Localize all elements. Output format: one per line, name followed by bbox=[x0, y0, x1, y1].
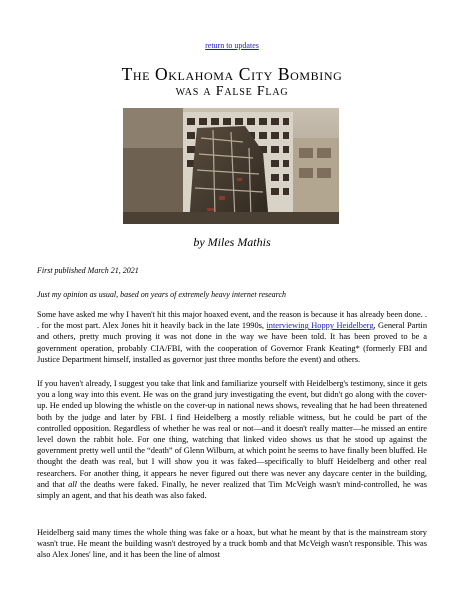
article-title: The Oklahoma City Bombing bbox=[121, 64, 343, 84]
article-paragraph: If you haven't already, I suggest you take that link and familiarize yourself with Heidelberg's testimony, since it gets you a long way into this event. He was on the grand jury investigating the event, but didn't go along with the cover-up. He ended up blowing the whistle on the cover-up in national news shows, revealing that he had been threatened both by the judge and later by FBI. I find Heidelberg a mostly reliable witness, but he could be part of the controlled opposition. Regardless of whether he was real or not—and it doesn't really matter—he missed an entire level down the rabbit hole. For one thing, watching that linked video shows us that he stood up against the government pretty well until the “death” of Glenn Wilburn, at which point he seems to have finally been bluffed. He thought the death was real, but I will show you it was faked—specifically to bluff Heidelberg and other real researchers. For another thing, it appears he never figured out there was never any daycare center in the building, and that all the deaths were faked. Finally, he never realized that Tim McVeigh wasn't mind-controlled, he was simply an agent, and that his death was also faked. bbox=[37, 379, 427, 501]
return-to-updates-link[interactable]: return to updates bbox=[205, 41, 259, 50]
article-subtitle: was a False Flag bbox=[175, 84, 289, 99]
author-byline: by Miles Mathis bbox=[193, 235, 271, 249]
publication-date: First published March 21, 2021 bbox=[37, 266, 139, 275]
article-paragraph: Heidelberg said many times the whole thing was fake or a hoax, but what he meant by that is the mainstream story wasn't true. He meant the building wasn't destroyed by a truck bomb and that McVeigh wasn't responsible. This was also Alex Jones' line, and it has been the line of almost bbox=[37, 528, 427, 560]
emphasis-text: all bbox=[68, 479, 77, 489]
article-paragraph: Some have asked me why I haven't hit this major hoaxed event, and the reason is because it has already been done. . . for the most part. Alex Jones hit it heavily back in the late 1990s, interviewing Hoppy Heidelberg, General Partin and others, pretty much proving it was not done in the way we have been told. It has been proved to be a government operation, probably CIA/FBI, with the cooperation of Governor Frank Keating* (formerly FBI and Justice Department himself, installed as governor just three months before the event) and others. bbox=[37, 310, 428, 364]
interview-link[interactable]: interviewing Hoppy Heidelberg bbox=[266, 321, 374, 331]
return-link-container bbox=[0, 41, 464, 51]
damaged-building-photo bbox=[123, 108, 339, 224]
disclaimer-note: Just my opinion as usual, based on years of extremely heavy internet research bbox=[37, 290, 287, 299]
